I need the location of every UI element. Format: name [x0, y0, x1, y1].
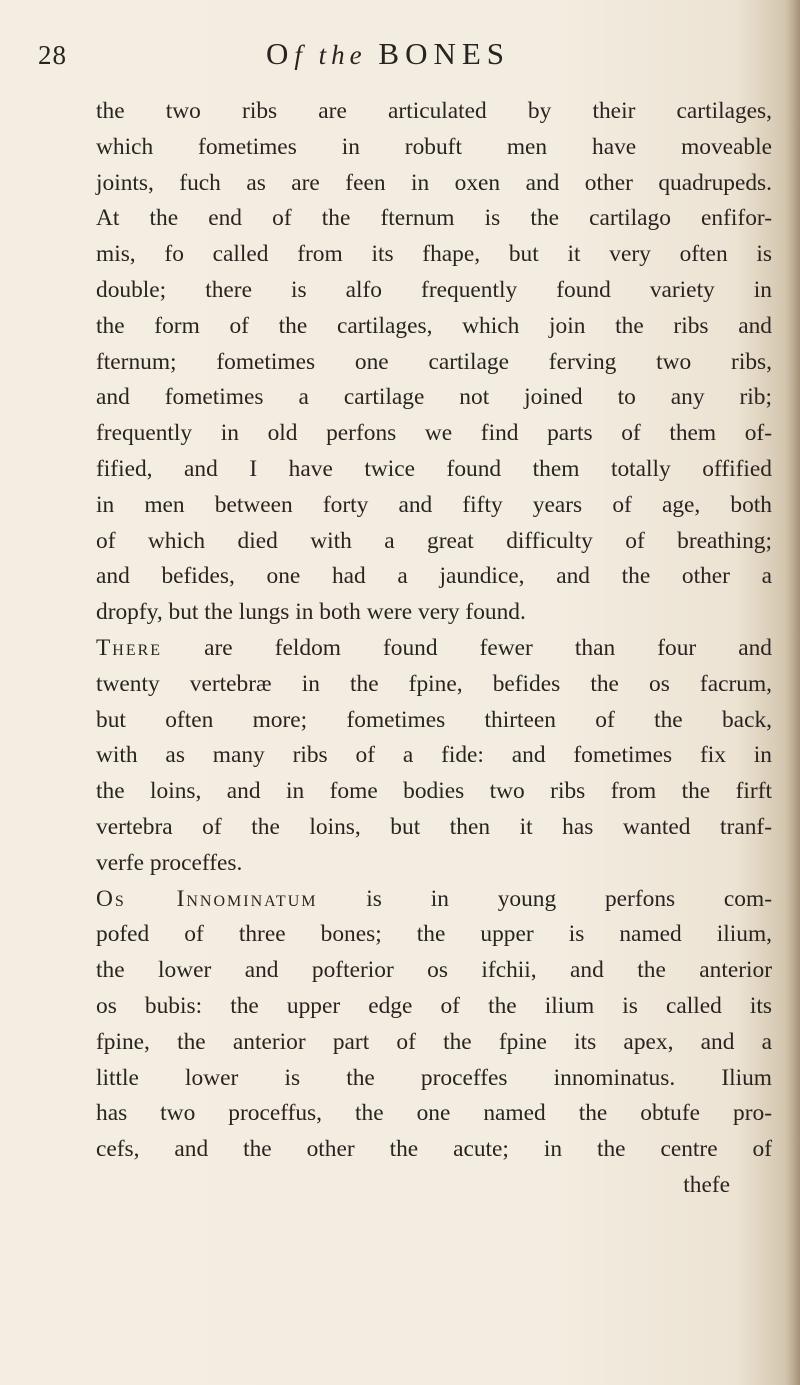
text-line: the loins, and in fome bodies two ribs from the firft — [96, 778, 772, 805]
text-line: with as many ribs of a fide: and fometimes fix in — [96, 742, 772, 769]
running-head — [266, 36, 510, 72]
text-line: verfe proceffes. — [96, 849, 243, 876]
paragraph-lead: There — [96, 634, 163, 661]
text-line: in men between forty and fifty years of age, both — [96, 491, 772, 518]
running-head-part-1: O — [266, 36, 295, 71]
paragraph-lead-rest: are feldom found fewer than four and — [162, 634, 772, 661]
page-edge-shadow — [786, 0, 800, 1385]
page-number: 28 — [38, 40, 67, 70]
text-line: and befides, one had a jaundice, and the other a — [96, 563, 772, 590]
text-line: frequently in old perfons we find parts of them of- — [96, 420, 772, 447]
text-line: fternum; fometimes one cartilage ferving two ribs, — [96, 348, 772, 375]
text-line: cefs, and the other the acute; in the centre of — [96, 1136, 772, 1163]
paragraph-start — [96, 882, 772, 918]
text-line: has two proceffus, the one named the obtufe pro- — [96, 1100, 772, 1127]
paragraph-lead-rest: is in young perfons com- — [317, 885, 772, 912]
paragraph-start — [96, 631, 772, 667]
text-line: twenty vertebræ in the fpine, befides the os facrum, — [96, 670, 772, 697]
text-line: mis, fo called from its fhape, but it very often is — [96, 241, 772, 268]
text-line: joints, fuch as are feen in oxen and other quadrupeds. — [96, 169, 772, 196]
text-line: the lower and pofterior os ifchii, and the anterior — [96, 957, 772, 984]
text-line: dropfy, but the lungs in both were very found. — [96, 599, 526, 626]
text-line: the two ribs are articulated by their cartilages, — [96, 98, 772, 124]
text-line: of which died with a great difficulty of breathing; — [96, 527, 772, 554]
running-head-part-3: BONES — [378, 36, 511, 71]
text-line: which fometimes in robuft men have moveable — [96, 133, 772, 160]
text-line: At the end of the fternum is the cartilago enfifor- — [96, 205, 772, 232]
text-line: pofed of three bones; the upper is named ilium, — [96, 921, 772, 948]
paragraph-lead: Os Innominatum — [96, 885, 318, 912]
page-header — [38, 36, 758, 86]
body-text — [96, 94, 772, 1204]
catchword: thefe — [683, 1171, 730, 1198]
running-head-part-2: f the — [294, 40, 379, 70]
text-line: little lower is the proceffes innominatus. Ilium — [96, 1064, 772, 1091]
text-line: the form of the cartilages, which join the ribs and — [96, 312, 772, 339]
text-line: fified, and I have twice found them totally offified — [96, 455, 772, 482]
text-line: double; there is alfo frequently found variety in — [96, 276, 772, 303]
text-line: os bubis: the upper edge of the ilium is called its — [96, 992, 772, 1019]
text-line: fpine, the anterior part of the fpine its apex, and a — [96, 1028, 772, 1055]
text-line: vertebra of the loins, but then it has wanted tranf- — [96, 813, 772, 840]
text-line: and fometimes a cartilage not joined to any rib; — [96, 384, 772, 411]
text-line: but often more; fometimes thirteen of the back, — [96, 706, 772, 733]
